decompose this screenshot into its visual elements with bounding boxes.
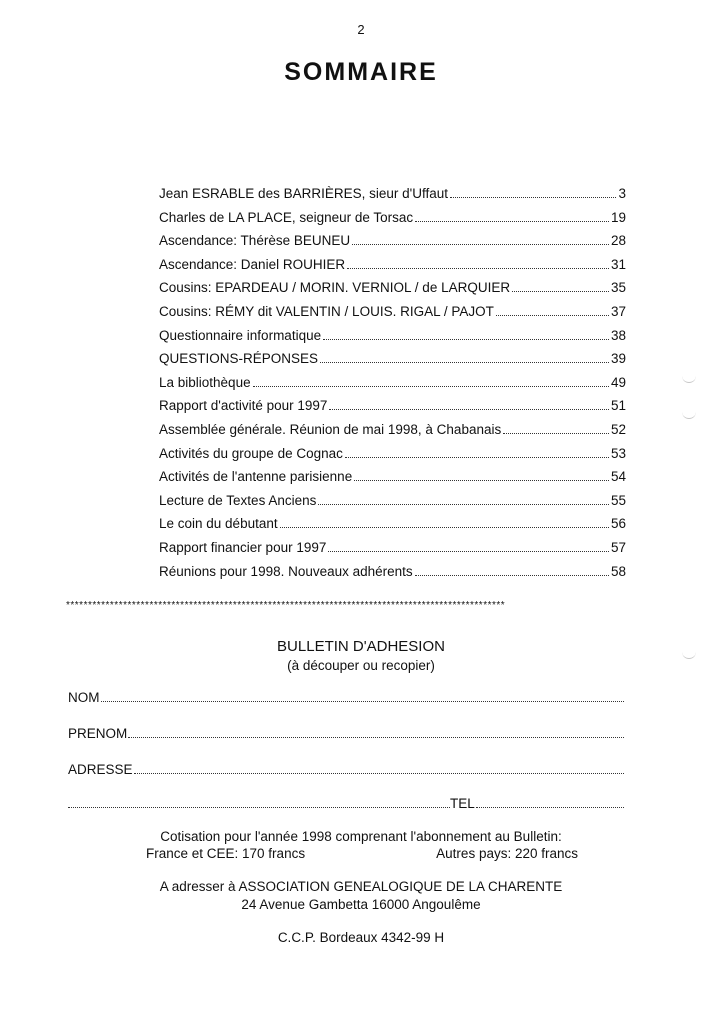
toc-entry [159,351,626,375]
dot-leader [512,291,609,292]
toc-entry [159,564,626,588]
toc-entry [159,446,626,470]
dot-leader [253,386,609,387]
price-autres: Autres pays: 220 francs [436,846,578,861]
toc-entry [159,233,626,257]
dot-leader [450,197,617,198]
toc-entry [159,516,626,540]
address-line-2: 24 Avenue Gambetta 16000 Angoulême [241,897,481,912]
toc-entry [159,210,626,234]
toc-entry-page: 28 [610,233,626,249]
toc-entry-page: 49 [610,374,626,390]
nom-label: NOM [68,690,100,705]
toc-entry [159,540,626,564]
toc-entry-title: Activités de l'antenne parisienne [159,469,353,485]
toc-entry-title: Ascendance: Thérèse BEUNEU [159,233,351,249]
toc-entry-title: Le coin du débutant [159,516,278,532]
cotisation-text: Cotisation pour l'année 1998 comprenant l'abonnement au Bulletin: [160,829,562,844]
page-title: SOMMAIRE [284,58,438,86]
toc-entry-title: Cousins: EPARDEAU / MORIN. VERNIOL / de LARQUIER [159,280,511,296]
toc-entry-page: 53 [610,445,626,461]
adresse-fill-line[interactable] [134,773,624,774]
dot-leader [280,527,609,528]
toc-entry-title: Rapport financier pour 1997 [159,539,327,555]
dot-leader [352,244,609,245]
adresse-continuation-line[interactable] [68,807,450,808]
toc-entry [159,280,626,304]
dot-leader [354,480,609,481]
page-number: 2 [357,22,365,37]
ccp-number: C.C.P. Bordeaux 4342-99 H [277,930,445,945]
toc-entry-page: 38 [610,327,626,343]
toc-entry-title: Lecture de Textes Anciens [159,492,317,508]
toc-entry-page: 58 [610,563,626,579]
dot-leader [318,504,609,505]
toc-entry-title: Réunions pour 1998. Nouveaux adhérents [159,563,413,579]
asterisk-separator: **************************************************************************************************** [66,600,506,611]
toc-entry-title: Cousins: RÉMY dit VALENTIN / LOUIS. RIGAL / PAJOT [159,303,494,319]
dot-leader [345,457,609,458]
dot-leader [347,268,609,269]
toc-entry-page: 54 [610,469,626,485]
prenom-field[interactable] [68,726,624,741]
toc-entry-page: 52 [610,421,626,437]
toc-entry-title: Jean ESRABLE des BARRIÈRES, sieur d'Uffaut [159,186,448,201]
toc-entry-title: Charles de LA PLACE, seigneur de Torsac [159,209,414,225]
dot-leader [328,551,609,552]
toc-entry [159,398,626,422]
toc-entry-page: 55 [610,492,626,508]
dot-leader [329,409,609,410]
toc-entry [159,186,626,210]
toc-entry-title: Activités du groupe de Cognac [159,445,343,461]
toc-entry [159,375,626,399]
toc-entry-title: QUESTIONS-RÉPONSES [159,351,319,367]
tel-fill-line[interactable] [476,807,624,808]
tel-label: TEL [450,796,475,811]
toc-entry-page: 35 [610,280,626,296]
prenom-label: PRENOM [68,726,128,741]
toc-entry-page: 37 [610,303,626,319]
toc-entry-page: 3 [618,186,626,201]
toc-entry-title: Assemblée générale. Réunion de mai 1998, à Chabanais [159,421,502,437]
address-line-1: A adresser à ASSOCIATION GENEALOGIQUE DE LA CHARENTE [159,879,563,894]
toc-entry-title: Ascendance: Daniel ROUHIER [159,256,346,272]
toc-entry-title: Questionnaire informatique [159,327,322,343]
dot-leader [415,575,609,576]
toc-entry-title: La bibliothèque [159,374,251,390]
adresse-field[interactable] [68,762,624,777]
toc-entry-page: 19 [610,209,626,225]
nom-fill-line[interactable] [101,701,625,702]
toc-entry-page: 31 [610,256,626,272]
toc-entry [159,257,626,281]
scan-artifact [682,408,696,419]
dot-leader [320,362,609,363]
toc-entry [159,493,626,517]
dot-leader [503,433,609,434]
dot-leader [496,315,609,316]
toc-entry-title: Rapport d'activité pour 1997 [159,398,328,414]
scan-artifact [682,372,696,383]
form-title: BULLETIN D'ADHESION [277,638,445,655]
dot-leader [415,221,609,222]
prenom-fill-line[interactable] [128,737,624,738]
toc-entry [159,304,626,328]
toc-entry-page: 39 [610,351,626,367]
toc-entry-page: 56 [610,516,626,532]
toc-entry [159,469,626,493]
table-of-contents [159,186,626,587]
toc-entry [159,328,626,352]
toc-entry [159,422,626,446]
adresse-label: ADRESSE [68,762,133,777]
nom-field[interactable] [68,690,624,705]
dot-leader [323,339,609,340]
price-france: France et CEE: 170 francs [146,846,306,861]
toc-entry-page: 57 [610,539,626,555]
adresse-tel-field[interactable] [68,796,624,811]
toc-entry-page: 51 [610,398,626,414]
form-subtitle: (à découper ou recopier) [287,658,435,673]
